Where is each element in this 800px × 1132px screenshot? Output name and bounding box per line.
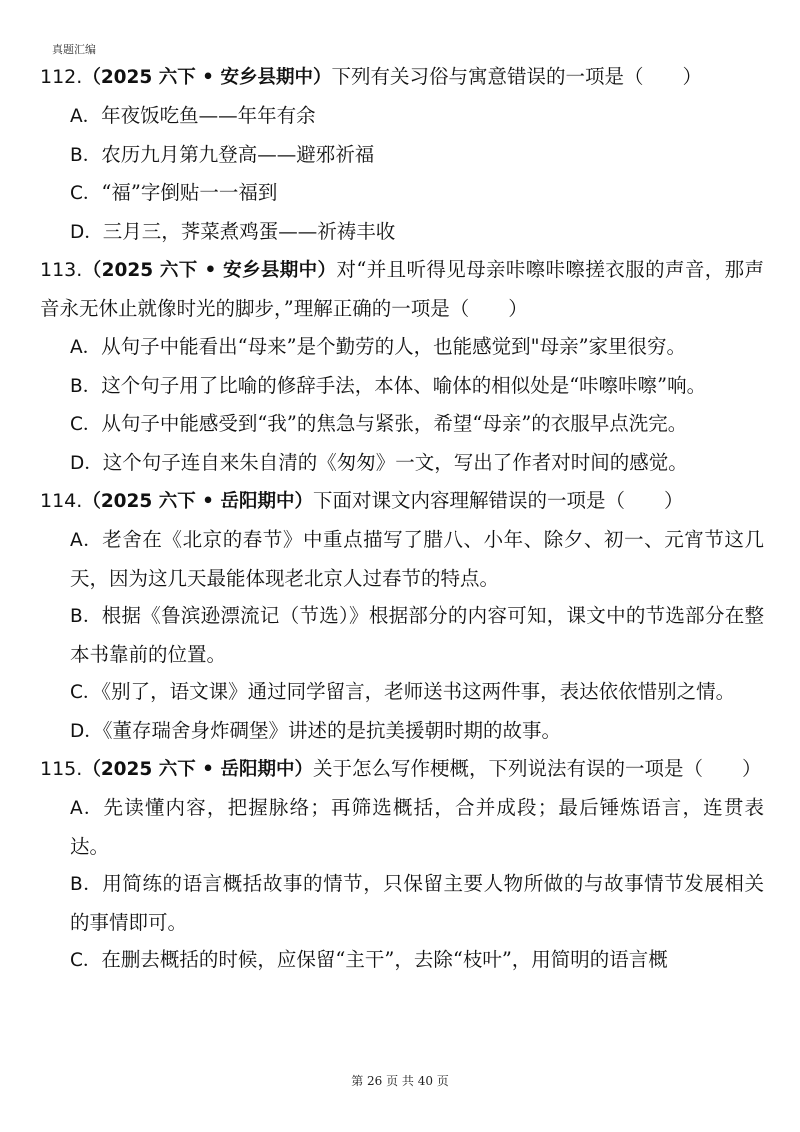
question-114 [40, 482, 764, 750]
option-a: A．从句子中能看出“母来”是个勤劳的人，也能感觉到"母亲”家里很穷。 [70, 335, 687, 358]
question-number: 114. [40, 490, 83, 512]
option-d: D．《董存瑞舍身炸碉堡》讲述的是抗美援朝时期的故事。 [70, 718, 562, 742]
question-source: （2025 六下 • 岳阳期中） [82, 759, 313, 780]
question-source: （2025 六下 • 安乡县期中） [82, 67, 332, 88]
question-112 [40, 58, 764, 251]
option-b: B．这个句子用了比喻的修辞手法，本体、喻体的相似处是“咔嚓咔嚓”响。 [70, 373, 707, 397]
option-c: C．在删去概括的时候，应保留“主干”，去除“枝叶”，用简明的语言概 [70, 948, 668, 971]
question-stem: 下列有关习俗与寓意错误的一项是（ ） [331, 65, 702, 88]
option-c: C．“福”字倒贴一一福到 [70, 181, 278, 204]
option-c: C．从句子中能感受到“我”的焦急与紧张，希望“母亲”的衣服早点洗完。 [70, 412, 688, 435]
question-source: （2025 六下 • 安乡县期中） [82, 260, 337, 281]
question-113 [40, 251, 764, 482]
option-b: B．用简练的语言概括故事的情节，只保留主要人物所做的与故事情节发展相关的事情即可。 [70, 872, 764, 934]
question-source: （2025 六下 • 岳阳期中） [82, 491, 313, 512]
option-b: B．根据《鲁滨逊漂流记（节选）》根据部分的内容可知，课文中的节选部分在整本书靠前的位置。 [70, 604, 764, 666]
option-d: D．这个句子连自来朱自清的《匆匆》一文，写出了作者对时间的感觉。 [70, 450, 688, 474]
option-b: B．农历九月第九登高——避邪祈福 [70, 142, 375, 166]
question-stem: 对“并且听得见母亲咔嚓咔嚓搓衣服的声音，那声音永无休止就像时光的脚步，”理解正确的一项是（ ） [40, 258, 764, 320]
option-a: A．先读懂内容，把握脉络；再筛选概括，合并成段；最后锤炼语言，连贯表达。 [70, 796, 764, 858]
page-footer: 第 26 页 共 40 页 [351, 1074, 449, 1088]
question-stem: 下面对课文内容理解错误的一项是（ ） [312, 489, 684, 512]
header-label: 真题汇编 [52, 43, 96, 56]
question-115 [40, 750, 764, 980]
option-d: D．三月三，荠菜煮鸡蛋——祈祷丰收 [70, 219, 396, 243]
question-list [40, 58, 764, 980]
question-stem: 关于怎么写作梗概，下列说法有误的一项是（ ） [312, 757, 762, 780]
option-a: A．年夜饭吃鱼——年年有余 [70, 104, 316, 127]
option-c: C．《别了，语文课》通过同学留言，老师送书这两件事，表达依依惜别之情。 [70, 680, 736, 703]
question-number: 115. [40, 758, 83, 780]
option-a: A．老舍在《北京的春节》中重点描写了腊八、小年、除夕、初一、元宵节这几天，因为这几天最能体现老北京人过春节的特点。 [70, 528, 764, 590]
question-number: 113. [40, 259, 83, 281]
question-number: 112. [40, 66, 83, 88]
